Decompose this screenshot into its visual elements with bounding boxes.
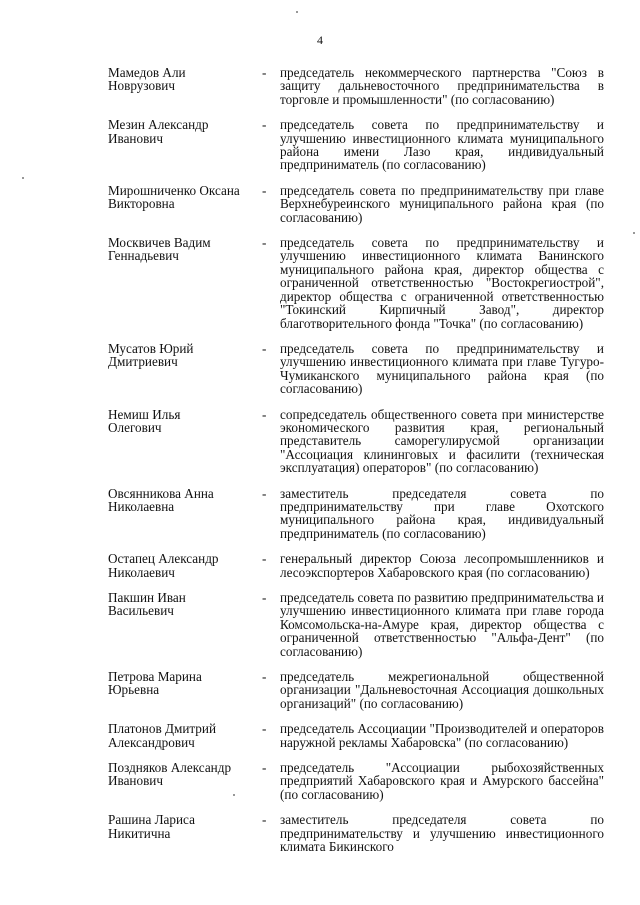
scan-speck [22, 177, 24, 179]
member-name [108, 236, 262, 263]
member-description: генеральный директор Союза лесопромышленников и лесоэкспортеров Хабаровского края (по согласованию) [280, 551, 604, 580]
member-name [108, 552, 262, 579]
member-surname: Немиш Илья [108, 406, 181, 422]
member-surname: Москвичев Вадим [108, 235, 211, 251]
member-name [108, 487, 262, 514]
member-name [108, 722, 262, 749]
list-item [108, 591, 604, 658]
member-patronymic: Иванович [108, 130, 163, 146]
member-name [108, 118, 262, 145]
member-description: председатель некоммерческого партнерства "Союз в защиту дальневосточного предпринимательства в торговле и промышленности" (по согласованию) [280, 65, 604, 107]
member-name [108, 342, 262, 369]
scan-speck [233, 794, 235, 796]
dash-separator: - [262, 551, 267, 567]
dash-separator: - [262, 590, 267, 605]
member-patronymic: Иванович [108, 773, 163, 789]
member-description: сопредседатель общественного совета при министерстве экономического развития края, региональный представитель саморегулирусмой организации "Ассоциация клининговых и фасилити (техническая эксплуатация) операторов" (по согласованию) [280, 406, 604, 476]
member-surname: Пакшин Иван [108, 590, 186, 605]
member-patronymic: Олегович [108, 419, 162, 435]
dash-separator: - [262, 406, 267, 422]
list-item [108, 487, 604, 541]
member-surname: Мезин Александр [108, 117, 209, 133]
member-description: председатель совета по предпринимательству и улучшению инвестиционного климата муниципального района имени Лазо края, индивидуальный предприниматель (по согласованию) [280, 117, 604, 173]
member-patronymic: Новрузович [108, 78, 175, 94]
member-description: председатель Ассоциации "Производителей и операторов наружной рекламы Хабаровска" (по согласованию) [280, 721, 604, 750]
member-name [108, 813, 262, 840]
member-surname: Платонов Дмитрий [108, 721, 217, 737]
dash-separator: - [262, 485, 267, 501]
list-item [108, 408, 604, 475]
list-item [108, 761, 604, 801]
page-number: 4 [317, 33, 323, 47]
member-description: заместитель председателя совета по предпринимательству и улучшению инвестиционного климата Бикинского [280, 812, 604, 855]
member-surname: Рашина Лариса [108, 812, 195, 828]
list-item [108, 66, 604, 106]
member-name [108, 66, 262, 93]
list-item [108, 342, 604, 396]
dash-separator: - [262, 235, 267, 251]
member-name [108, 670, 262, 697]
list-item [108, 118, 604, 172]
member-name [108, 408, 262, 435]
dash-separator: - [262, 669, 267, 685]
dash-separator: - [262, 812, 267, 828]
member-patronymic: Геннадьевич [108, 248, 179, 264]
list-item [108, 552, 604, 579]
member-surname: Овсянникова Анна [108, 485, 214, 501]
member-list [108, 66, 604, 866]
list-item [108, 184, 604, 224]
member-surname: Мамедов Али [108, 65, 186, 80]
member-patronymic: Васильевич [108, 603, 174, 619]
member-patronymic: Александрович [108, 734, 195, 750]
member-patronymic: Викторовна [108, 196, 175, 212]
dash-separator: - [262, 760, 267, 776]
list-item [108, 813, 604, 853]
member-patronymic: Никитична [108, 825, 171, 841]
dash-separator: - [262, 721, 267, 737]
list-item [108, 670, 604, 710]
member-patronymic: Николаевич [108, 564, 175, 580]
member-surname: Мусатов Юрий [108, 340, 194, 356]
member-description: председатель совета по развитию предпринимательства и улучшению инвестиционного климата при главе города Комсомольска-на-Амуре края, директор общества с ограниченной ответственностью "Альфа-Дент" (по согласованию) [280, 590, 604, 659]
member-description: председатель совета по предпринимательству и улучшению инвестиционного климата Ванинского муниципального района края, директор общества с ограниченной ответственностью "Востокрегиострой", директор общества с ограниченной ответственностью "Токинский Кирпичный Завод", директор благотворительного фонда "Точка" (по согласованию) [280, 235, 604, 331]
member-description: председатель совета по предпринимательству при главе Верхнебуреинского муниципального района края (по согласованию) [280, 182, 604, 225]
dash-separator: - [262, 182, 267, 198]
member-surname: Мирошниченко Оксана [108, 182, 240, 198]
scan-speck [296, 11, 298, 13]
list-item [108, 722, 604, 749]
member-patronymic: Дмитриевич [108, 354, 178, 370]
dash-separator: - [262, 65, 267, 80]
list-item [108, 236, 604, 330]
member-name [108, 184, 262, 211]
member-surname: Петрова Марина [108, 669, 202, 685]
member-description: председатель "Ассоциации рыбохозяйственных предприятий Хабаровского края и Амурского бассейна" (по согласованию) [280, 760, 604, 802]
member-description: председатель совета по предпринимательству и улучшению инвестиционного климата при главе Тугуро-Чумиканского муниципального района края (по согласованию) [280, 340, 604, 397]
member-surname: Остапец Александр [108, 551, 219, 567]
member-description: председатель межрегиональной общественной организации "Дальневосточная Ассоциация дошкольных организаций" (по согласованию) [280, 669, 604, 711]
member-patronymic: Юрьевна [108, 682, 160, 698]
dash-separator: - [262, 340, 267, 356]
dash-separator: - [262, 117, 267, 133]
member-description: заместитель председателя совета по предпринимательству при главе Охотского муниципального района края, индивидуальный предприниматель (по согласованию) [280, 485, 604, 541]
scan-speck [633, 232, 635, 234]
member-name [108, 591, 262, 618]
member-patronymic: Николаевна [108, 498, 175, 514]
member-name [108, 761, 262, 788]
member-surname: Поздняков Александр [108, 760, 232, 776]
